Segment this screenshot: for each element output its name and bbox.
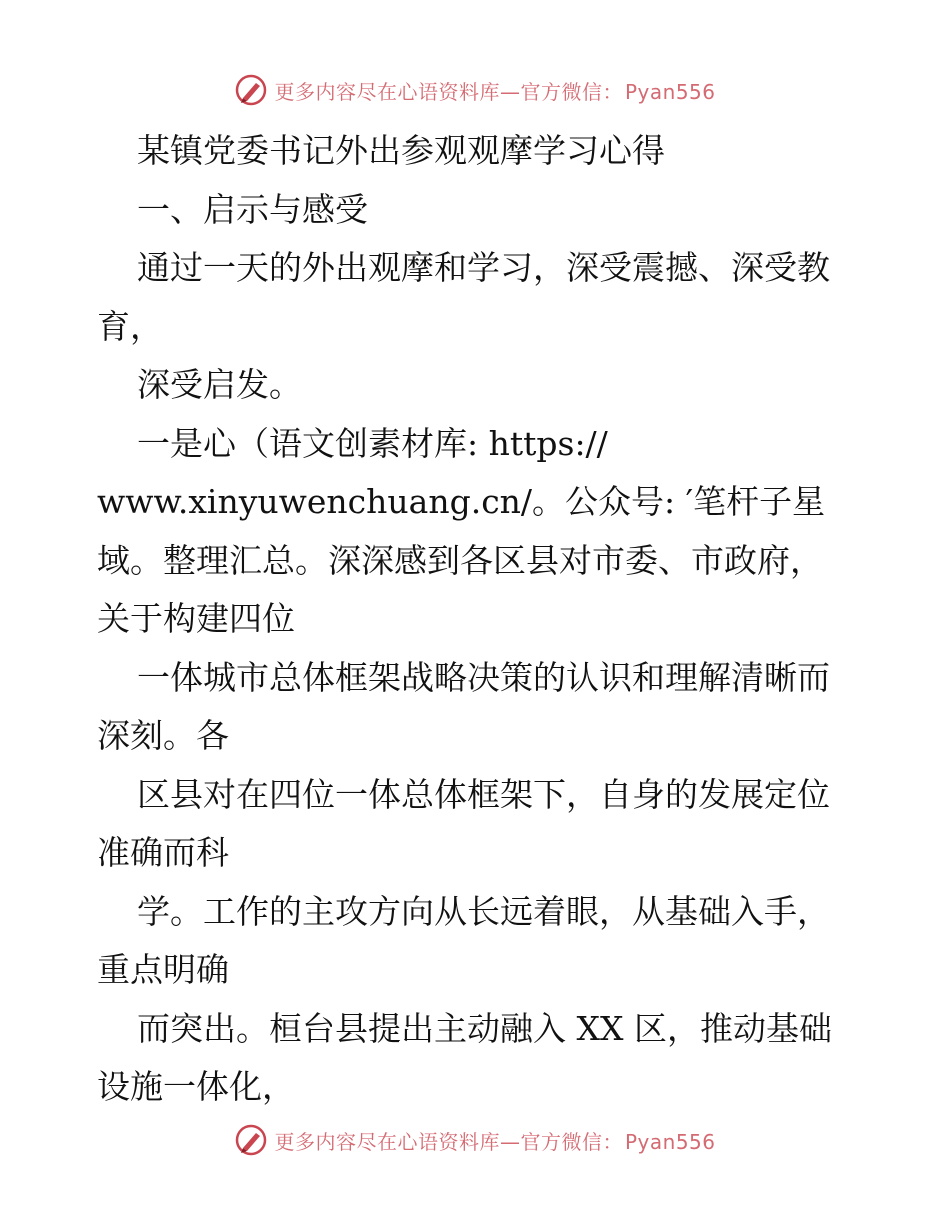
pen-logo-icon: [234, 1123, 268, 1157]
paragraph-line: 重点明确: [97, 950, 229, 989]
header-watermark-banner: [0, 70, 950, 110]
document-title: 某镇党委书记外出参观观摩学习心得: [137, 131, 665, 170]
paragraph-line: 而突出。桓台县提出主动融入 XX 区，推动基础: [137, 1008, 832, 1048]
banner-text: 更多内容尽在心语资料库—官方微信： Pyan556: [274, 79, 716, 104]
paragraph-line: 通过一天的外出观摩和学习，深受震撼、深受教: [137, 248, 830, 287]
paragraph-line: 学。工作的主攻方向从长远着眼，从基础入手，: [137, 891, 830, 931]
paragraph-line: 域。整理汇总。深深感到各区县对市委、市政府，: [97, 540, 823, 580]
paragraph-line: 深刻。各: [97, 716, 229, 755]
paragraph-line: 一体城市总体框架战略决策的认识和理解清晰而: [137, 657, 830, 697]
banner-account: Pyan556: [624, 79, 716, 104]
paragraph-line: www.xinyuwenchuang.cn/。公众号: ′笔杆子星: [97, 482, 826, 521]
section-heading: 一、启示与感受: [137, 189, 368, 229]
paragraph-line: 准确而科: [97, 833, 229, 872]
paragraph-line: 区县对在四位一体总体框架下，自身的发展定位: [137, 774, 830, 814]
document-body: [97, 122, 857, 1117]
banner-account: Pyan556: [624, 1129, 716, 1154]
paragraph-line: 育，: [97, 306, 163, 346]
banner-text: 更多内容尽在心语资料库—官方微信： Pyan556: [274, 1129, 716, 1154]
paragraph-line: 设施一体化，: [97, 1067, 295, 1106]
pen-logo-icon: [234, 73, 268, 107]
footer-watermark-banner: [0, 1120, 950, 1160]
paragraph-line: 一是心（语文创素材库: https://: [137, 423, 608, 463]
paragraph-line: 深受启发。: [137, 365, 302, 404]
paragraph-line: 关于构建四位: [97, 599, 295, 638]
